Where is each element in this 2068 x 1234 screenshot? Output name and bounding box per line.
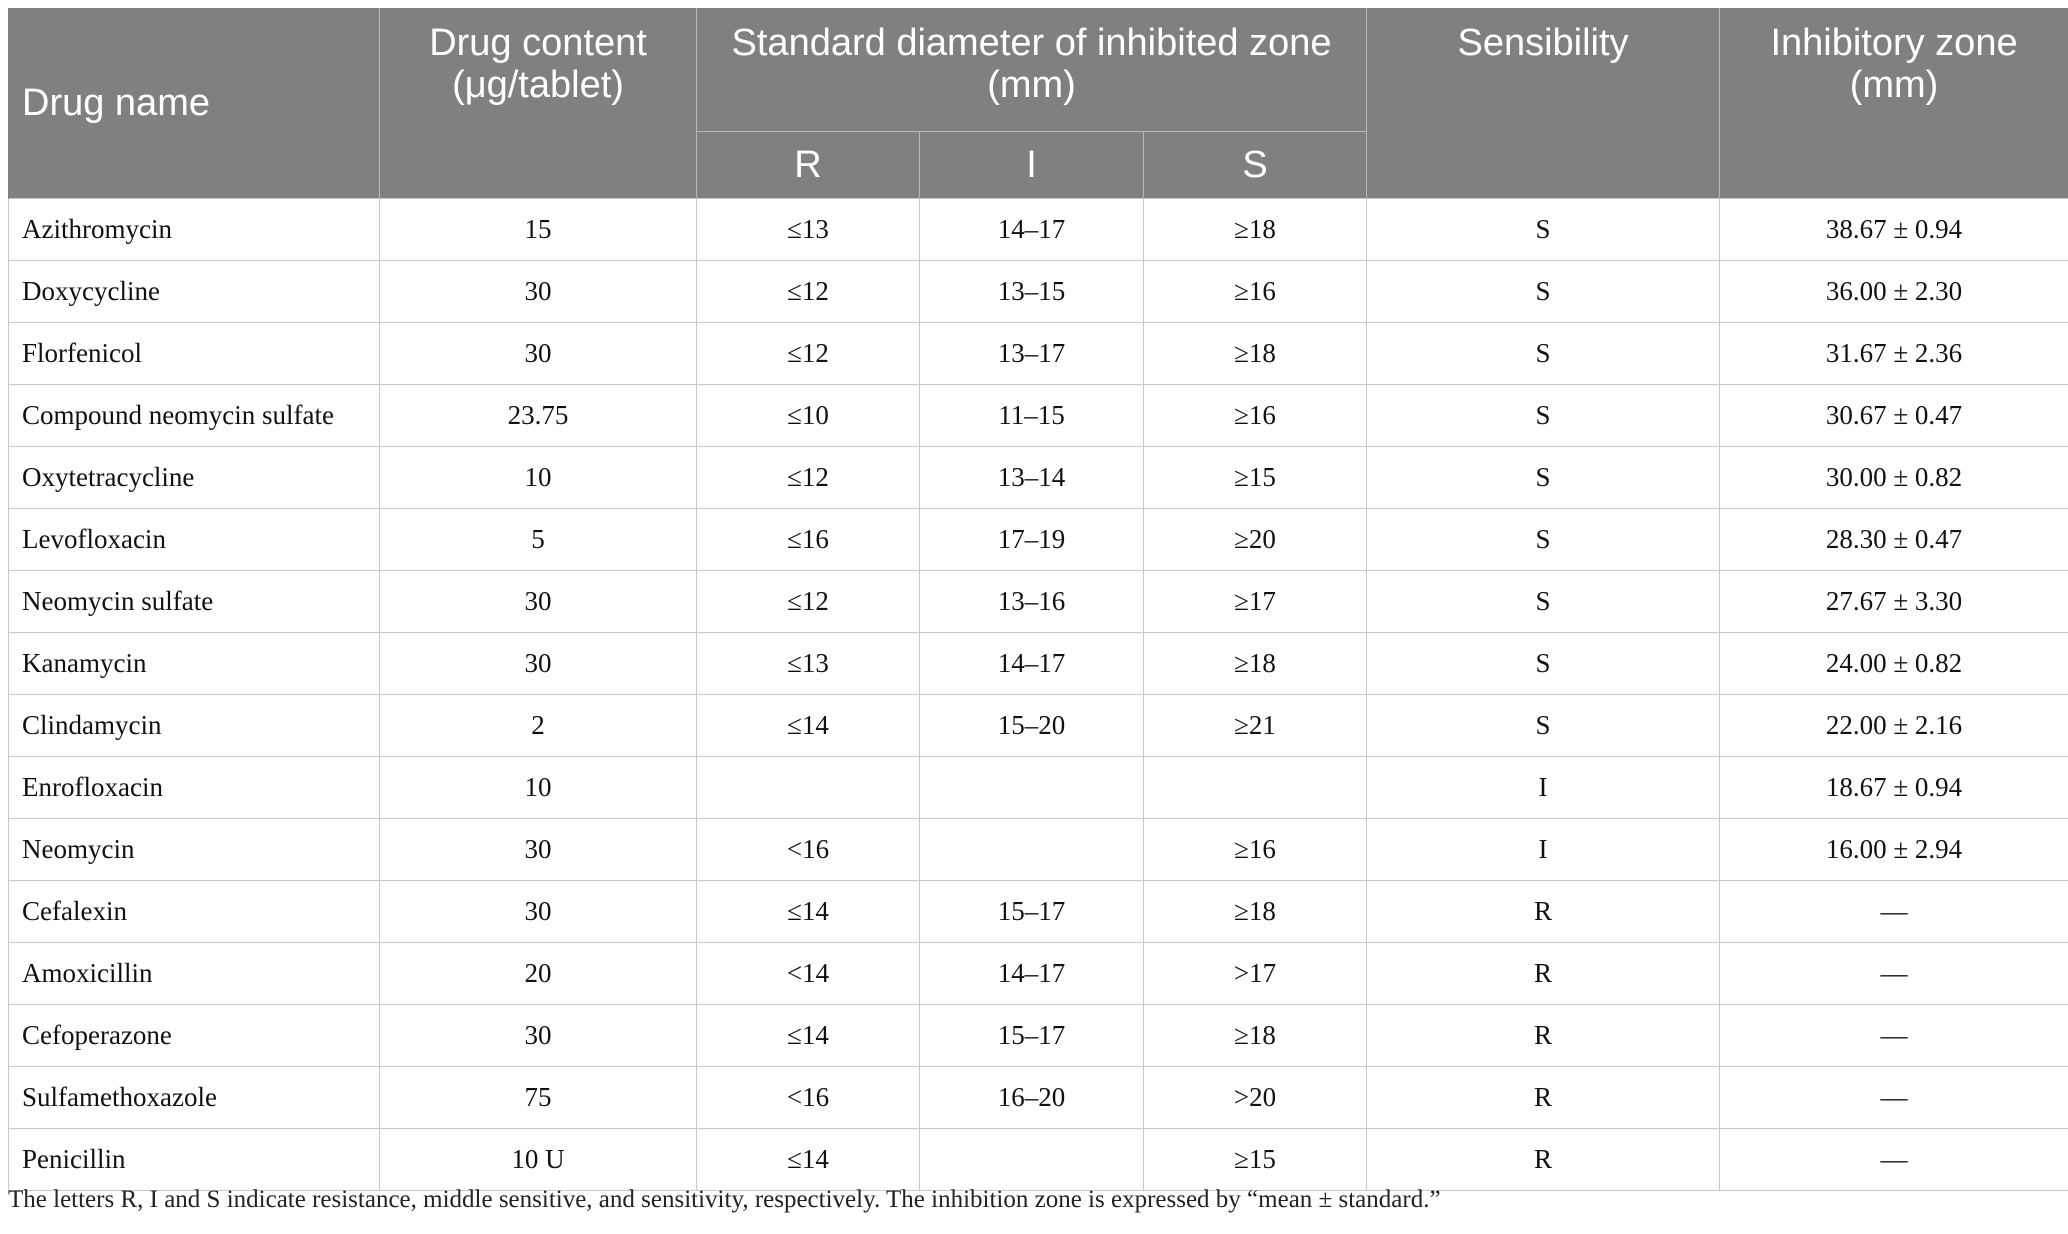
- cell-drug-name: Kanamycin: [9, 633, 380, 695]
- table-row: [9, 1005, 2068, 1067]
- table-row: [9, 881, 2068, 943]
- cell-standard-s: ≥16: [1144, 819, 1367, 881]
- cell-standard-i: 11–15: [920, 385, 1144, 447]
- cell-sensibility: S: [1367, 695, 1720, 757]
- table-footnote: The letters R, I and S indicate resistance, middle sensitive, and sensitivity, respectively. The inhibition zone is expressed by “mean ± standard.”: [8, 1186, 1441, 1213]
- cell-inhibitory-zone: 36.00 ± 2.30: [1720, 261, 2068, 323]
- cell-drug-name: Cefoperazone: [9, 1005, 380, 1067]
- cell-drug-content: 75: [380, 1067, 697, 1129]
- cell-standard-s: >20: [1144, 1067, 1367, 1129]
- cell-standard-i: 13–14: [920, 447, 1144, 509]
- cell-inhibitory-zone: 30.00 ± 0.82: [1720, 447, 2068, 509]
- table-row: [9, 819, 2068, 881]
- cell-standard-i: 14–17: [920, 633, 1144, 695]
- cell-sensibility: S: [1367, 571, 1720, 633]
- header-sub-i: I: [920, 132, 1144, 199]
- cell-standard-i: 15–17: [920, 1005, 1144, 1067]
- cell-standard-r: <16: [697, 1067, 920, 1129]
- cell-inhibitory-zone: 38.67 ± 0.94: [1720, 199, 2068, 261]
- cell-sensibility: S: [1367, 261, 1720, 323]
- cell-standard-r: ≤14: [697, 881, 920, 943]
- cell-inhibitory-zone: —: [1720, 1005, 2068, 1067]
- cell-drug-name: Neomycin sulfate: [9, 571, 380, 633]
- cell-standard-s: ≥16: [1144, 261, 1367, 323]
- cell-standard-s: ≥15: [1144, 1129, 1367, 1191]
- cell-standard-r: ≤12: [697, 571, 920, 633]
- cell-standard-i: 13–16: [920, 571, 1144, 633]
- cell-standard-i: 14–17: [920, 199, 1144, 261]
- cell-standard-r: <14: [697, 943, 920, 1005]
- cell-sensibility: I: [1367, 819, 1720, 881]
- cell-sensibility: I: [1367, 757, 1720, 819]
- cell-standard-r: ≤14: [697, 1129, 920, 1191]
- cell-standard-s: ≥18: [1144, 1005, 1367, 1067]
- cell-inhibitory-zone: 31.67 ± 2.36: [1720, 323, 2068, 385]
- cell-inhibitory-zone: 24.00 ± 0.82: [1720, 633, 2068, 695]
- cell-drug-name: Neomycin: [9, 819, 380, 881]
- data-table-container: [8, 8, 2068, 1191]
- cell-standard-s: ≥18: [1144, 881, 1367, 943]
- cell-drug-content: 30: [380, 323, 697, 385]
- cell-inhibitory-zone: —: [1720, 1067, 2068, 1129]
- cell-standard-s: ≥20: [1144, 509, 1367, 571]
- cell-standard-r: ≤12: [697, 323, 920, 385]
- drug-sensitivity-table: [8, 8, 2068, 1191]
- cell-standard-s: ≥18: [1144, 633, 1367, 695]
- cell-standard-r: ≤14: [697, 695, 920, 757]
- cell-drug-name: Doxycycline: [9, 261, 380, 323]
- table-row: [9, 261, 2068, 323]
- cell-standard-r: ≤14: [697, 1005, 920, 1067]
- cell-drug-name: Cefalexin: [9, 881, 380, 943]
- cell-drug-content: 23.75: [380, 385, 697, 447]
- cell-standard-s: ≥16: [1144, 385, 1367, 447]
- cell-drug-content: 20: [380, 943, 697, 1005]
- cell-sensibility: S: [1367, 447, 1720, 509]
- cell-standard-r: ≤13: [697, 199, 920, 261]
- cell-sensibility: S: [1367, 509, 1720, 571]
- cell-drug-content: 10: [380, 757, 697, 819]
- cell-standard-i: [920, 1129, 1144, 1191]
- cell-standard-i: 16–20: [920, 1067, 1144, 1129]
- cell-inhibitory-zone: —: [1720, 881, 2068, 943]
- cell-inhibitory-zone: —: [1720, 943, 2068, 1005]
- header-drug-content: Drug content (μg/tablet): [380, 8, 697, 199]
- cell-standard-s: >17: [1144, 943, 1367, 1005]
- cell-standard-s: ≥21: [1144, 695, 1367, 757]
- cell-sensibility: R: [1367, 1067, 1720, 1129]
- cell-standard-i: 15–17: [920, 881, 1144, 943]
- cell-standard-r: [697, 757, 920, 819]
- cell-sensibility: R: [1367, 881, 1720, 943]
- cell-drug-name: Amoxicillin: [9, 943, 380, 1005]
- cell-drug-content: 2: [380, 695, 697, 757]
- table-row: [9, 571, 2068, 633]
- table-row: [9, 199, 2068, 261]
- cell-sensibility: S: [1367, 199, 1720, 261]
- cell-drug-name: Clindamycin: [9, 695, 380, 757]
- cell-standard-i: 17–19: [920, 509, 1144, 571]
- table-row: [9, 509, 2068, 571]
- cell-standard-i: 13–15: [920, 261, 1144, 323]
- cell-sensibility: S: [1367, 633, 1720, 695]
- cell-drug-name: Sulfamethoxazole: [9, 1067, 380, 1129]
- header-sub-r: R: [697, 132, 920, 199]
- header-sensibility: Sensibility: [1367, 8, 1720, 199]
- cell-inhibitory-zone: 22.00 ± 2.16: [1720, 695, 2068, 757]
- cell-standard-r: ≤13: [697, 633, 920, 695]
- cell-drug-name: Florfenicol: [9, 323, 380, 385]
- cell-sensibility: S: [1367, 323, 1720, 385]
- header-inhibitory-zone: Inhibitory zone (mm): [1720, 8, 2068, 199]
- cell-standard-r: ≤10: [697, 385, 920, 447]
- cell-inhibitory-zone: 16.00 ± 2.94: [1720, 819, 2068, 881]
- table-row: [9, 385, 2068, 447]
- cell-drug-name: Azithromycin: [9, 199, 380, 261]
- cell-drug-content: 30: [380, 633, 697, 695]
- cell-sensibility: S: [1367, 385, 1720, 447]
- cell-inhibitory-zone: 27.67 ± 3.30: [1720, 571, 2068, 633]
- cell-drug-name: Oxytetracycline: [9, 447, 380, 509]
- cell-drug-name: Levofloxacin: [9, 509, 380, 571]
- cell-standard-i: 13–17: [920, 323, 1144, 385]
- cell-drug-name: Enrofloxacin: [9, 757, 380, 819]
- table-row: [9, 447, 2068, 509]
- table-body: [9, 199, 2068, 1191]
- cell-standard-i: [920, 757, 1144, 819]
- cell-standard-s: ≥18: [1144, 199, 1367, 261]
- cell-drug-content: 15: [380, 199, 697, 261]
- cell-sensibility: R: [1367, 1129, 1720, 1191]
- header-standard-diameter: Standard diameter of inhibited zone (mm): [697, 8, 1367, 132]
- cell-standard-r: <16: [697, 819, 920, 881]
- cell-inhibitory-zone: 30.67 ± 0.47: [1720, 385, 2068, 447]
- cell-drug-name: Compound neomycin sulfate: [9, 385, 380, 447]
- cell-standard-s: ≥18: [1144, 323, 1367, 385]
- cell-sensibility: R: [1367, 943, 1720, 1005]
- cell-standard-s: ≥17: [1144, 571, 1367, 633]
- table-row: [9, 695, 2068, 757]
- cell-drug-content: 30: [380, 819, 697, 881]
- cell-sensibility: R: [1367, 1005, 1720, 1067]
- cell-inhibitory-zone: —: [1720, 1129, 2068, 1191]
- table-row: [9, 943, 2068, 1005]
- cell-standard-r: ≤12: [697, 447, 920, 509]
- table-row: [9, 633, 2068, 695]
- table-row: [9, 1129, 2068, 1191]
- cell-inhibitory-zone: 18.67 ± 0.94: [1720, 757, 2068, 819]
- table-header: [9, 8, 2068, 199]
- cell-drug-content: 30: [380, 571, 697, 633]
- cell-standard-s: ≥15: [1144, 447, 1367, 509]
- cell-standard-i: 14–17: [920, 943, 1144, 1005]
- cell-drug-content: 10 U: [380, 1129, 697, 1191]
- header-drug-name: Drug name: [9, 8, 380, 199]
- cell-standard-i: [920, 819, 1144, 881]
- cell-standard-s: [1144, 757, 1367, 819]
- cell-drug-name: Penicillin: [9, 1129, 380, 1191]
- cell-drug-content: 30: [380, 261, 697, 323]
- table-row: [9, 323, 2068, 385]
- cell-standard-i: 15–20: [920, 695, 1144, 757]
- table-row: [9, 1067, 2068, 1129]
- header-sub-s: S: [1144, 132, 1367, 199]
- cell-standard-r: ≤16: [697, 509, 920, 571]
- cell-drug-content: 30: [380, 881, 697, 943]
- cell-inhibitory-zone: 28.30 ± 0.47: [1720, 509, 2068, 571]
- table-row: [9, 757, 2068, 819]
- cell-drug-content: 5: [380, 509, 697, 571]
- cell-drug-content: 30: [380, 1005, 697, 1067]
- cell-standard-r: ≤12: [697, 261, 920, 323]
- cell-drug-content: 10: [380, 447, 697, 509]
